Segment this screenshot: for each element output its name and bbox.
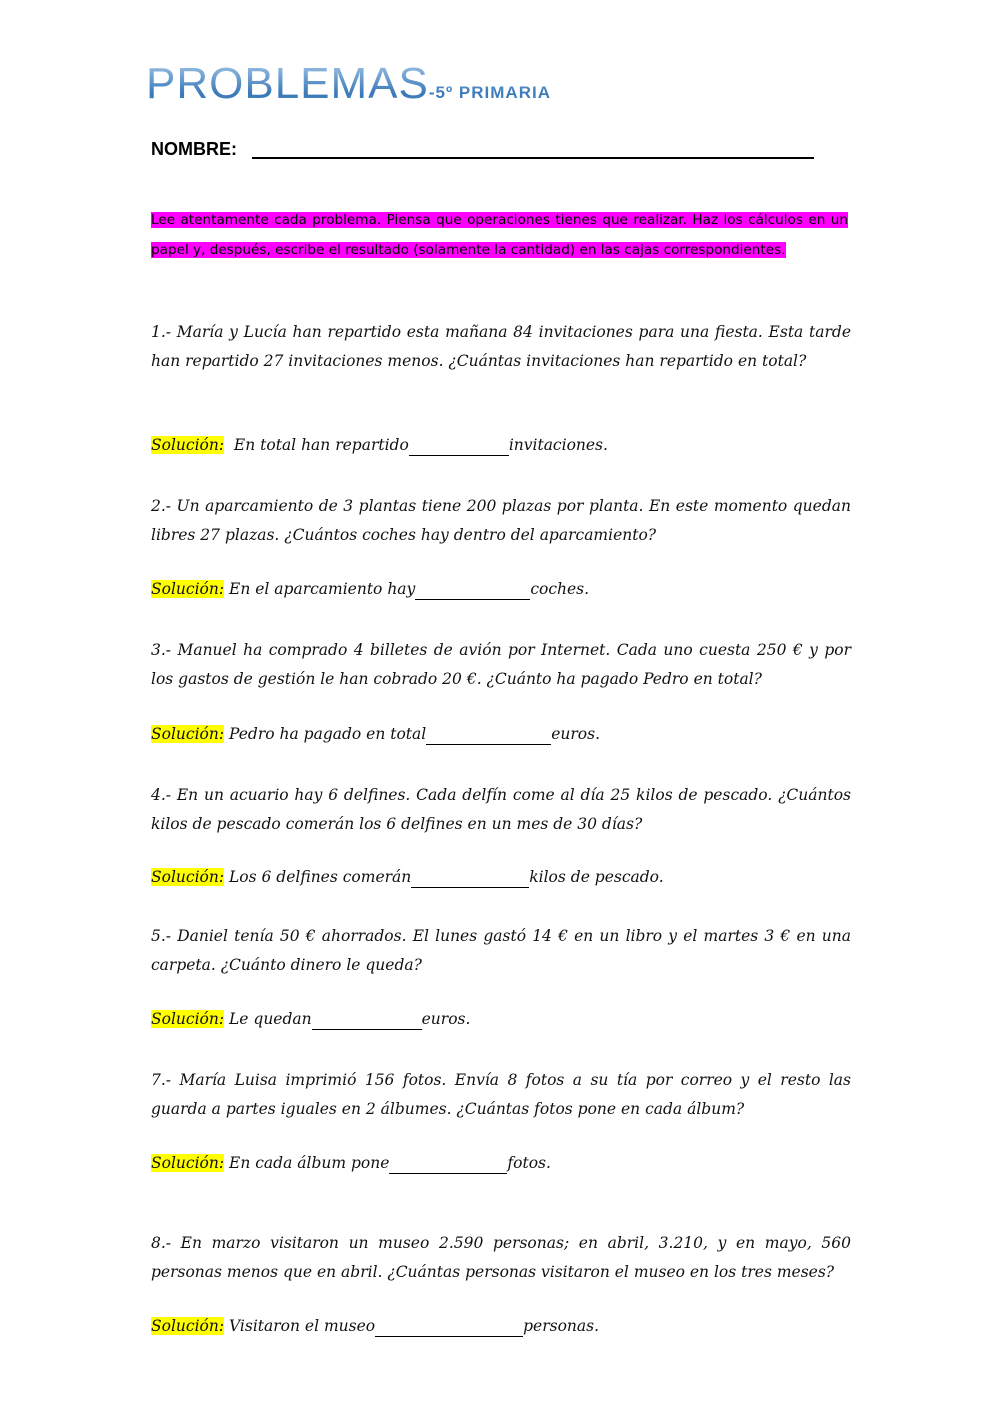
name-label: NOMBRE: (151, 139, 237, 159)
solution-label: Solución: (151, 1010, 225, 1028)
solution-label: Solución: (151, 580, 225, 598)
problem-text: 7.- María Luisa imprimió 156 fotos. Envía 8 fotos a su tía por correo y el resto las guarda a partes iguales en 2 álbumes. ¿Cuántas fotos pone en cada álbum? (151, 1071, 851, 1118)
solution-line (151, 1010, 470, 1030)
answer-input[interactable] (415, 581, 530, 600)
title-sub: -5º PRIMARIA (428, 83, 551, 102)
answer-input[interactable] (409, 437, 509, 456)
solution-label: Solución: (151, 1154, 225, 1172)
solution-before: Le quedan (224, 1010, 312, 1028)
worksheet-title (146, 59, 551, 115)
solution-line (151, 1154, 551, 1174)
instructions (151, 205, 848, 265)
solution-line (151, 580, 589, 600)
problem-text: 5.- Daniel tenía 50 € ahorrados. El lunes gastó 14 € en un libro y el martes 3 € en una carpeta. ¿Cuánto dinero le queda? (151, 927, 851, 974)
answer-input[interactable] (312, 1011, 422, 1030)
solution-label: Solución: (151, 436, 225, 454)
solution-after: euros. (421, 1010, 471, 1028)
solution-before: Los 6 delfines comerán (224, 868, 412, 886)
solution-after: kilos de pescado. (529, 868, 664, 886)
problem-text: 8.- En marzo visitaron un museo 2.590 personas; en abril, 3.210, y en mayo, 560 personas menos que en abril. ¿Cuántas personas visitaron el museo en los tres meses? (151, 1234, 851, 1281)
solution-line (151, 868, 664, 888)
answer-input[interactable] (389, 1155, 507, 1174)
solution-after: coches. (530, 580, 590, 598)
problem-text: 4.- En un acuario hay 6 delfines. Cada delfín come al día 25 kilos de pescado. ¿Cuántos kilos de pescado comerán los 6 delfines en un mes de 30 días? (151, 786, 851, 833)
solution-line (151, 1317, 599, 1337)
solution-before: En total han repartido (224, 436, 409, 454)
solution-before: Pedro ha pagado en total (224, 725, 427, 743)
problem-text: 2.- Un aparcamiento de 3 plantas tiene 200 plazas por planta. En este momento quedan libres 27 plazas. ¿Cuántos coches hay dentro del aparcamiento? (151, 497, 851, 544)
solution-label: Solución: (151, 725, 225, 743)
name-field[interactable] (252, 157, 814, 159)
solution-after: invitaciones. (508, 436, 608, 454)
solution-label: Solución: (151, 1317, 225, 1335)
solution-before: Visitaron el museo (224, 1317, 376, 1335)
answer-input[interactable] (375, 1318, 523, 1337)
solution-after: personas. (523, 1317, 600, 1335)
solution-line (151, 725, 600, 745)
answer-input[interactable] (411, 869, 529, 888)
solution-before: En el aparcamiento hay (224, 580, 416, 598)
problem-text: 1.- María y Lucía han repartido esta mañana 84 invitaciones para una fiesta. Esta tarde han repartido 27 invitaciones menos. ¿Cuántas invitaciones han repartido en total? (151, 323, 851, 370)
solution-after: euros. (551, 725, 601, 743)
title-main: PROBLEMAS (146, 59, 429, 108)
answer-input[interactable] (426, 726, 551, 745)
problem-text: 3.- Manuel ha comprado 4 billetes de avión por Internet. Cada uno cuesta 250 € y por los gastos de gestión le han cobrado 20 €. ¿Cuánto ha pagado Pedro en total? (151, 641, 851, 688)
instructions-text: Lee atentamente cada problema. Piensa que operaciones tienes que realizar. Haz los cálculos en un papel y, después, escribe el resultado (solamente la cantidad) en las cajas correspondientes. (151, 212, 848, 258)
solution-label: Solución: (151, 868, 225, 886)
solution-line (151, 436, 608, 456)
solution-after: fotos. (507, 1154, 551, 1172)
solution-before: En cada álbum pone (224, 1154, 390, 1172)
